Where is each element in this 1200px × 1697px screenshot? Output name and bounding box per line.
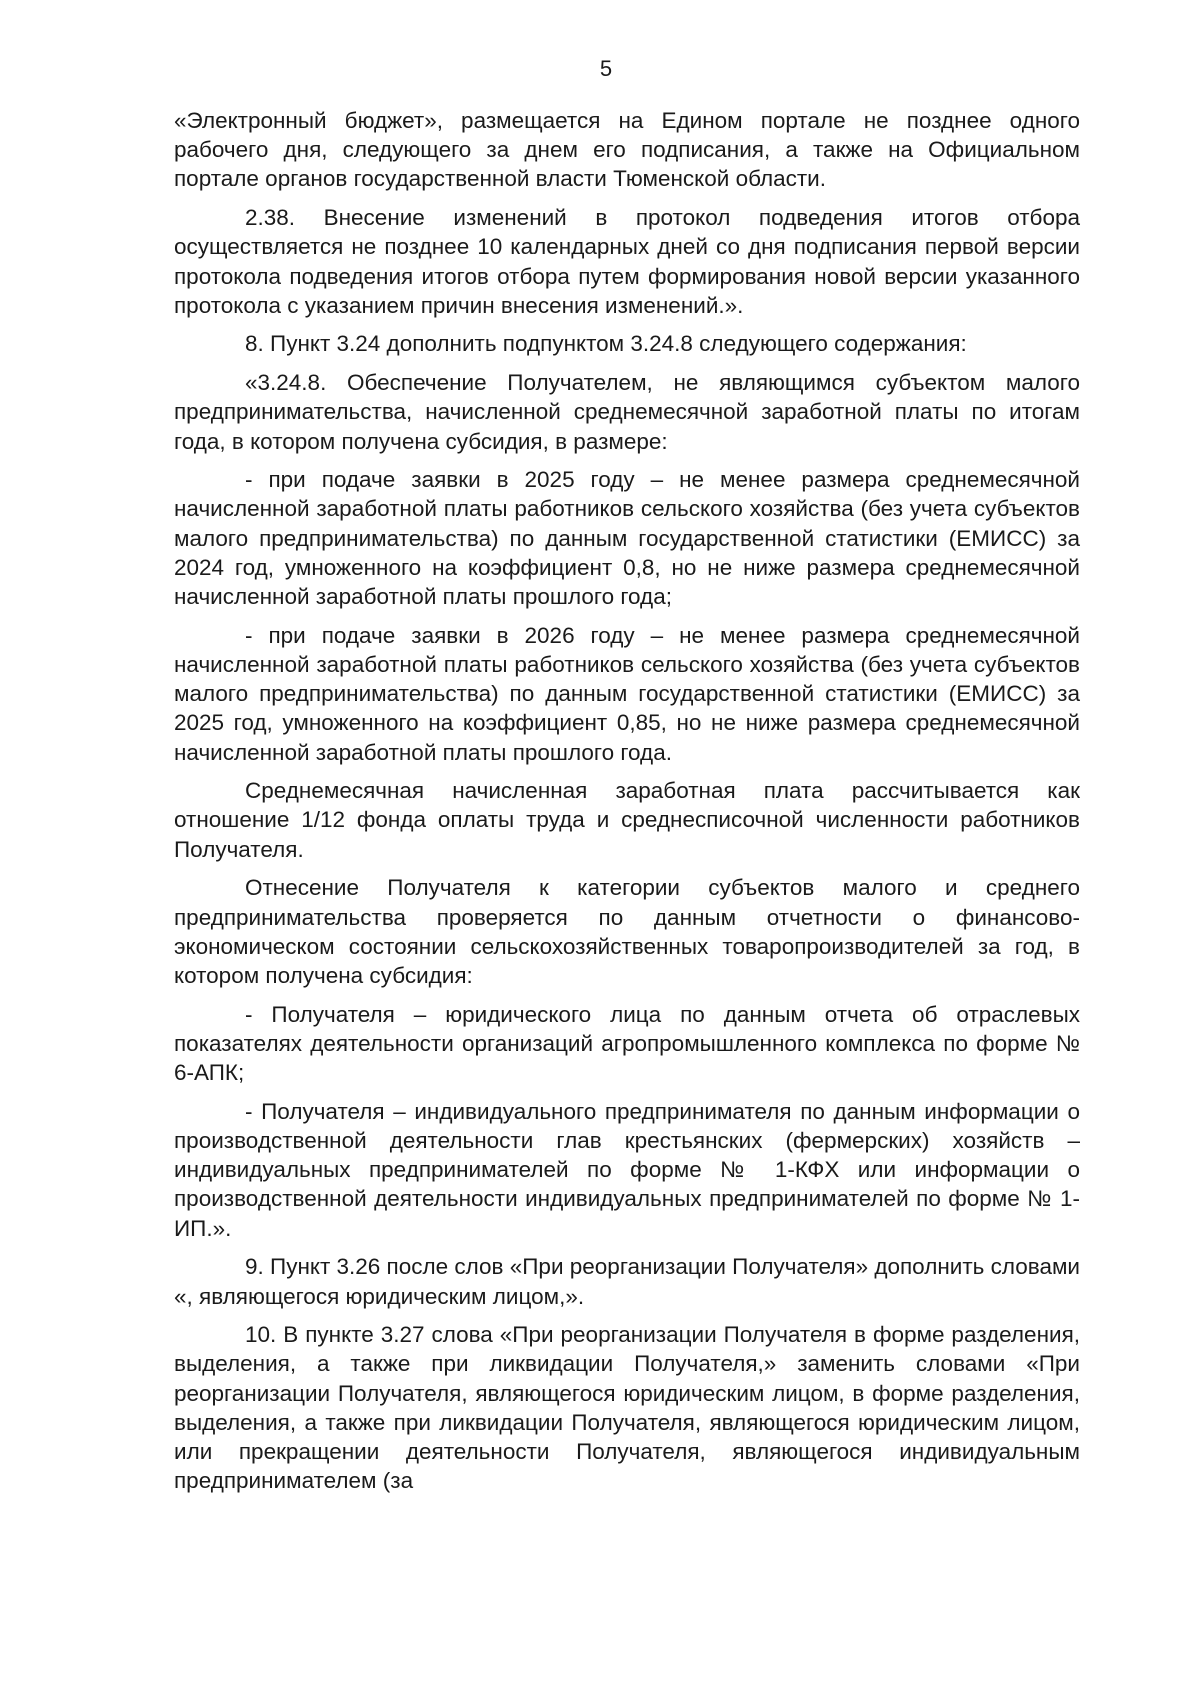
page-number: 5 xyxy=(599,56,613,81)
paragraph-category-check: Отнесение Получателя к категории субъектов малого и среднего предпринимательства проверяется по данным отчетности о финансово-экономическом состоянии сельскохозяйственных товаропроизводителей за год, в котором получена субсидия: xyxy=(174,875,1080,988)
paragraph-2-38: 2.38. Внесение изменений в протокол подведения итогов отбора осуществляется не позднее 10 календарных дней со дня подписания первой версии протокола подведения итогов отбора путем формирования новой версии указанного протокола с указанием причин внесения изменений.». xyxy=(174,205,1080,318)
paragraph-bullet-2025: - при подаче заявки в 2025 году – не менее размера среднемесячной начисленной заработной платы работников сельского хозяйства (без учета субъектов малого предпринимательства) по данным государственной статистики (ЕМИСС) за 2024 год, умноженного на коэффициент 0,8, но не ниже размера среднемесячной начисленной заработной платы прошлого года; xyxy=(174,467,1080,610)
paragraph-salary-calculation: Среднемесячная начисленная заработная плата рассчитывается как отношение 1/12 фонда оплаты труда и среднесписочной численности работников Получателя. xyxy=(174,778,1080,862)
document-body xyxy=(174,106,1080,1505)
paragraph-bullet-2026: - при подаче заявки в 2026 году – не менее размера среднемесячной начисленной заработной платы работников сельского хозяйства (без учета субъектов малого предпринимательства) по данным государственной статистики (ЕМИСС) за 2025 год, умноженного на коэффициент 0,85, но не ниже размера среднемесячной начисленной заработной платы прошлого года. xyxy=(174,622,1080,765)
paragraph-bullet-legal-entity: - Получателя – юридического лица по данным отчета об отраслевых показателях деятельности организаций агропромышленного комплекса по форме № 6-АПК; xyxy=(174,1001,1080,1086)
paragraph-bullet-individual: - Получателя – индивидуального предпринимателя по данным информации о производственной деятельности глав крестьянских (фермерских) хозяйств – индивидуальных предпринимателей по форме № 1-КФХ или информации о производственной деятельности индивидуальных предпринимателей по форме № 1-ИП.». xyxy=(174,1098,1080,1241)
paragraph-continuation: «Электронный бюджет», размещается на Едином портале не позднее одного рабочего дня, следующего за днем его подписания, а также на Официальном портале органов государственной власти Тюменской области. xyxy=(174,108,1080,192)
paragraph-3-24-8: «3.24.8. Обеспечение Получателем, не являющимся субъектом малого предпринимательства, начисленной среднемесячной заработной платы по итогам года, в котором получена субсидия, в размере: xyxy=(174,370,1080,454)
paragraph-item-10: 10. В пункте 3.27 слова «При реорганизации Получателя в форме разделения, выделения, а также при ликвидации Получателя,» заменить словами «При реорганизации Получателя, являющегося юридическим лицом, в форме разделения, выделения, а также при ликвидации Получателя, являющегося юридическим лицом, или прекращении деятельности Получателя, являющегося индивидуальным предпринимателем (за xyxy=(174,1322,1080,1494)
paragraph-item-9: 9. Пункт 3.26 после слов «При реорганизации Получателя» дополнить словами «, являющегося юридическим лицом,». xyxy=(174,1254,1080,1309)
paragraph-item-8: 8. Пункт 3.24 дополнить подпунктом 3.24.8 следующего содержания: xyxy=(245,331,967,357)
